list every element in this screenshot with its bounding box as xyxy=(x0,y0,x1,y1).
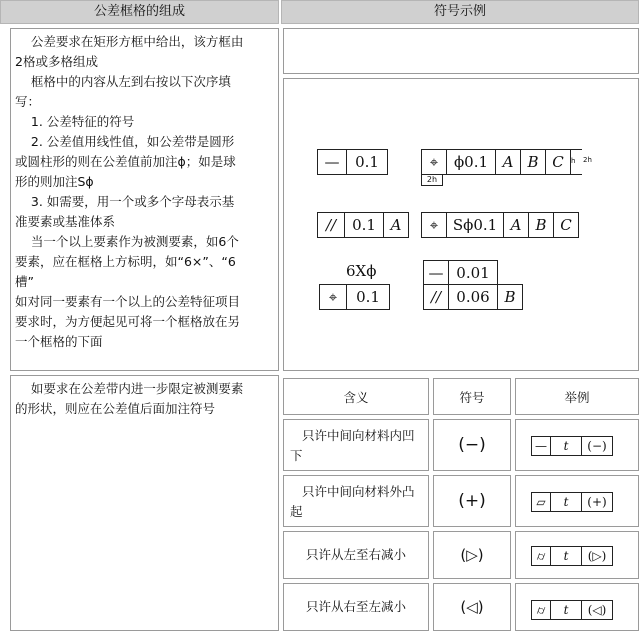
dim-2h-right xyxy=(582,147,592,175)
shape-limit-description: 如要求在公差带内进一步限定被测要素 的形状，则应在公差值后面加注符号 xyxy=(10,375,279,631)
tolerance-value: 0.1 xyxy=(345,213,384,237)
example-frame xyxy=(531,600,613,620)
frame-parallelism-stacked xyxy=(423,284,523,310)
example-decrease-rtl xyxy=(515,583,639,631)
dim-h-label: h xyxy=(571,157,576,165)
tolerance-value: 0.06 xyxy=(449,285,498,309)
datum-c: C xyxy=(560,216,572,234)
tolerance-value: ϕ0.1 xyxy=(447,150,496,174)
parallelism-icon: // xyxy=(424,285,449,309)
subheader-meaning-label: 含义 xyxy=(343,389,369,405)
dim-h-right xyxy=(570,149,582,175)
frame-examples xyxy=(283,78,639,371)
meaning-convex: 只许中间向材料外凸起 xyxy=(283,475,429,527)
datum-b: B xyxy=(504,288,516,306)
header-composition xyxy=(0,0,279,24)
subheader-meaning xyxy=(283,378,429,415)
multiplier-label: 6Xϕ xyxy=(346,262,377,280)
parallelism-icon: // xyxy=(318,213,345,237)
example-decrease-ltr xyxy=(515,531,639,579)
datum-b: B xyxy=(529,213,554,237)
datum-a: A xyxy=(504,213,529,237)
modifier: (−) xyxy=(587,439,607,453)
modifier: (▷) xyxy=(587,549,607,563)
modifier: (◁) xyxy=(587,603,607,617)
position-icon: ⌖ xyxy=(422,213,447,237)
tolerance-t: t xyxy=(551,493,582,511)
header-symbol-example-label: 符号示例 xyxy=(433,4,486,19)
meaning-decrease-ltr: 只许从左至右减小 xyxy=(283,531,429,579)
example-frame xyxy=(531,436,613,456)
tolerance-t: t xyxy=(551,437,582,455)
datum-a: A xyxy=(390,216,402,234)
tolerance-value: 0.1 xyxy=(356,288,380,306)
subheader-example xyxy=(515,378,639,415)
subheader-symbol xyxy=(433,378,511,415)
meaning-decrease-rtl: 只许从右至左减小 xyxy=(283,583,429,631)
modifier: (+) xyxy=(587,495,607,509)
header-symbol-example xyxy=(281,0,639,24)
example-convex xyxy=(515,475,639,527)
composition-description: 公差要求在矩形方框中给出，该方框由 2格或多格组成 框格中的内容从左到右按以下次序填 写： 1. 公差特征的符号 2. 公差值用线性值，如公差带是圆形 或圆柱形的则在公差值前加注ϕ；如是球 形的则加注Sϕ 3. 如需要，用一个或多个字母表示基 准要素或基准体系 当一个以上要素作为被测要素，如6个 要素，应在框格上方标明，如“6×”、“6 槽” 如对同一要素有一个以上的公差特征项目 要求时，为方便起见可将一个框格放在另 一个框格的下面 xyxy=(10,28,279,371)
tolerance-t: t xyxy=(551,601,582,619)
symbol-decrease-ltr: (▷) xyxy=(433,531,511,579)
symbol-concave: (−) xyxy=(433,419,511,471)
frame-position xyxy=(421,149,571,175)
frame-straightness-stacked xyxy=(423,260,498,286)
header-composition-label: 公差框格的组成 xyxy=(93,4,185,19)
position-icon: ⌖ xyxy=(422,150,447,174)
example-frame xyxy=(531,546,613,566)
straightness-icon: — xyxy=(532,437,551,455)
cylindricity-icon: ⌭ xyxy=(532,547,551,565)
frame-straightness xyxy=(317,149,388,175)
cylindricity-icon: ⌭ xyxy=(532,601,551,619)
frame-parallelism xyxy=(317,212,409,238)
subheader-symbol-label: 符号 xyxy=(459,389,485,405)
frame-position-6x xyxy=(319,284,390,310)
empty-cell xyxy=(283,28,639,74)
tolerance-value: 0.1 xyxy=(355,153,379,171)
datum-c: C xyxy=(552,153,564,171)
meaning-concave: 只许中间向材料内凹下 xyxy=(283,419,429,471)
example-frame xyxy=(531,492,613,512)
dim-2h-label: 2h xyxy=(583,156,592,164)
datum-a: A xyxy=(496,150,521,174)
datum-b: B xyxy=(521,150,546,174)
dim-2h-bottom: 2h xyxy=(421,175,443,186)
example-concave xyxy=(515,419,639,471)
straightness-icon: — xyxy=(318,150,347,174)
tolerance-value: Sϕ0.1 xyxy=(447,213,504,237)
frame-position-sphere xyxy=(421,212,579,238)
tolerance-t: t xyxy=(551,547,582,565)
straightness-icon: — xyxy=(424,261,449,285)
position-icon: ⌖ xyxy=(320,285,347,309)
symbol-convex: (+) xyxy=(433,475,511,527)
subheader-example-label: 举例 xyxy=(564,389,590,405)
tolerance-value: 0.01 xyxy=(456,264,490,282)
flatness-icon: ▱ xyxy=(532,493,551,511)
symbol-decrease-rtl: (◁) xyxy=(433,583,511,631)
